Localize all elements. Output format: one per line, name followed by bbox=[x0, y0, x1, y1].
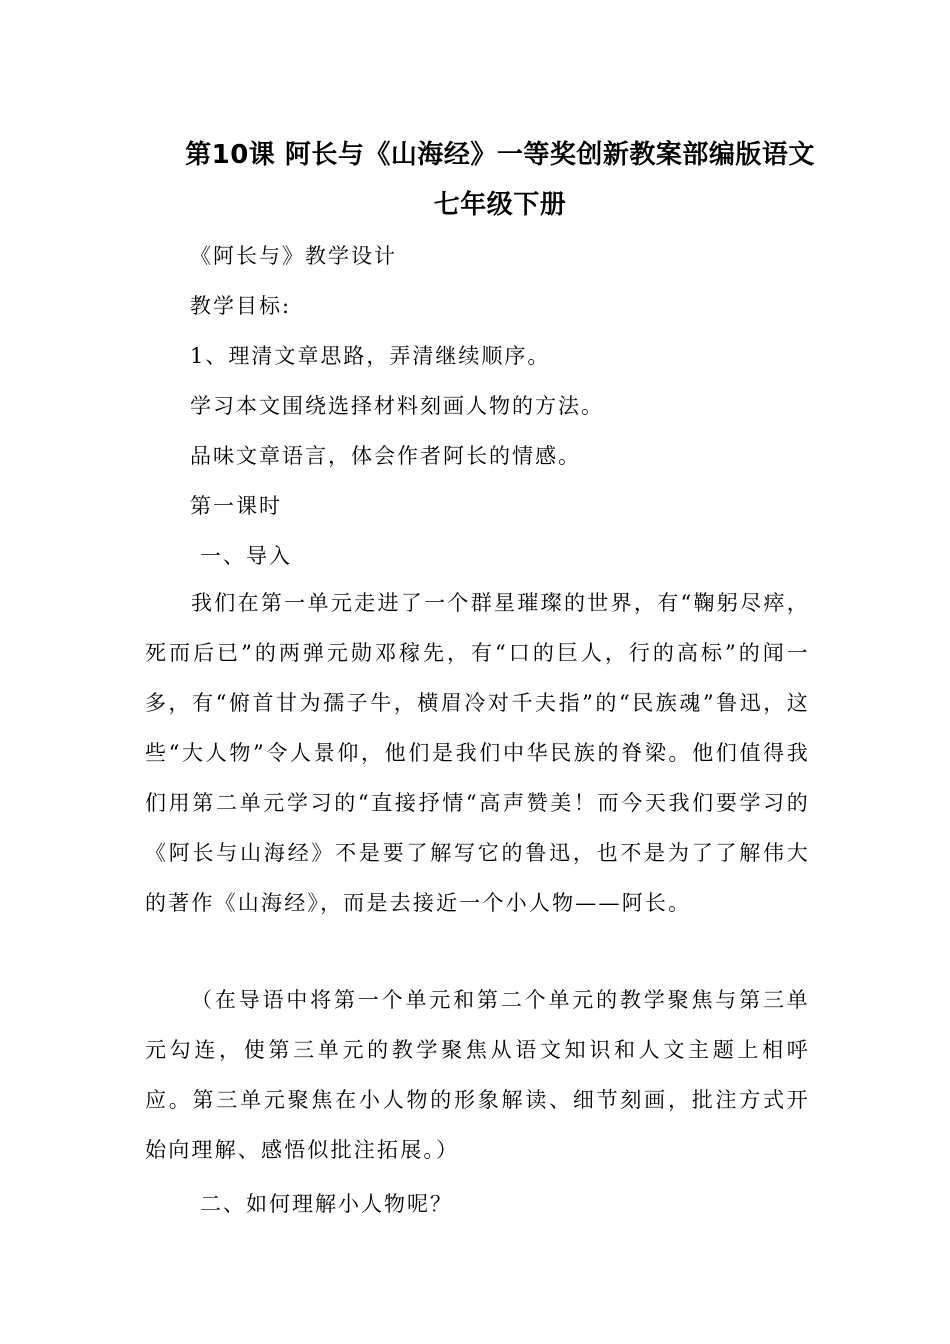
section-1-heading: 一、导入 bbox=[200, 544, 292, 568]
document-subtitle: 《阿长与》教学设计 bbox=[190, 244, 397, 268]
objectives-heading: 教学目标: bbox=[190, 294, 292, 318]
teaching-note-paragraph: （在导语中将第一个单元和第二个单元的教学聚焦与第三单元勾连，使第三单元的教学聚焦从语文知识和人文主题上相呼应。第三单元聚焦在小人物的形象解读、细节刻画，批注方式开始向理解、感悟似批注拓展。） bbox=[145, 988, 810, 1162]
document-title-line-1: 第10课 阿长与《山海经》一等奖创新教案部编版语文 bbox=[185, 140, 815, 170]
objective-item-2: 学习本文围绕选择材料刻画人物的方法。 bbox=[190, 394, 604, 418]
intro-paragraph: 我们在第一单元走进了一个群星璀璨的世界，有“鞠躬尽瘁，死而后已”的两弹元勋邓稼先，有“口的巨人，行的高标”的闻一多，有“俯首甘为孺子牛，横眉冷对千夫指”的“民族魂”鲁迅，这些“大人物”令人景仰，他们是我们中华民族的脊梁。他们值得我们用第二单元学习的“直接抒情“高声赞美！而今天我们要学习的《阿长与山海经》不是要了解写它的鲁迅，也不是为了了解伟大的著作《山海经》，而是去接近一个小人物——阿长。 bbox=[145, 591, 810, 915]
objective-item-3: 品味文章语言，体会作者阿长的情感。 bbox=[190, 444, 581, 468]
lesson-heading: 第一课时 bbox=[190, 494, 282, 518]
document-title-line-2: 七年级下册 bbox=[433, 190, 567, 220]
section-2-heading: 二、如何理解小人物呢？ bbox=[200, 1192, 453, 1216]
objective-item-1: 1、理清文章思路，弄清继续顺序。 bbox=[190, 344, 551, 368]
